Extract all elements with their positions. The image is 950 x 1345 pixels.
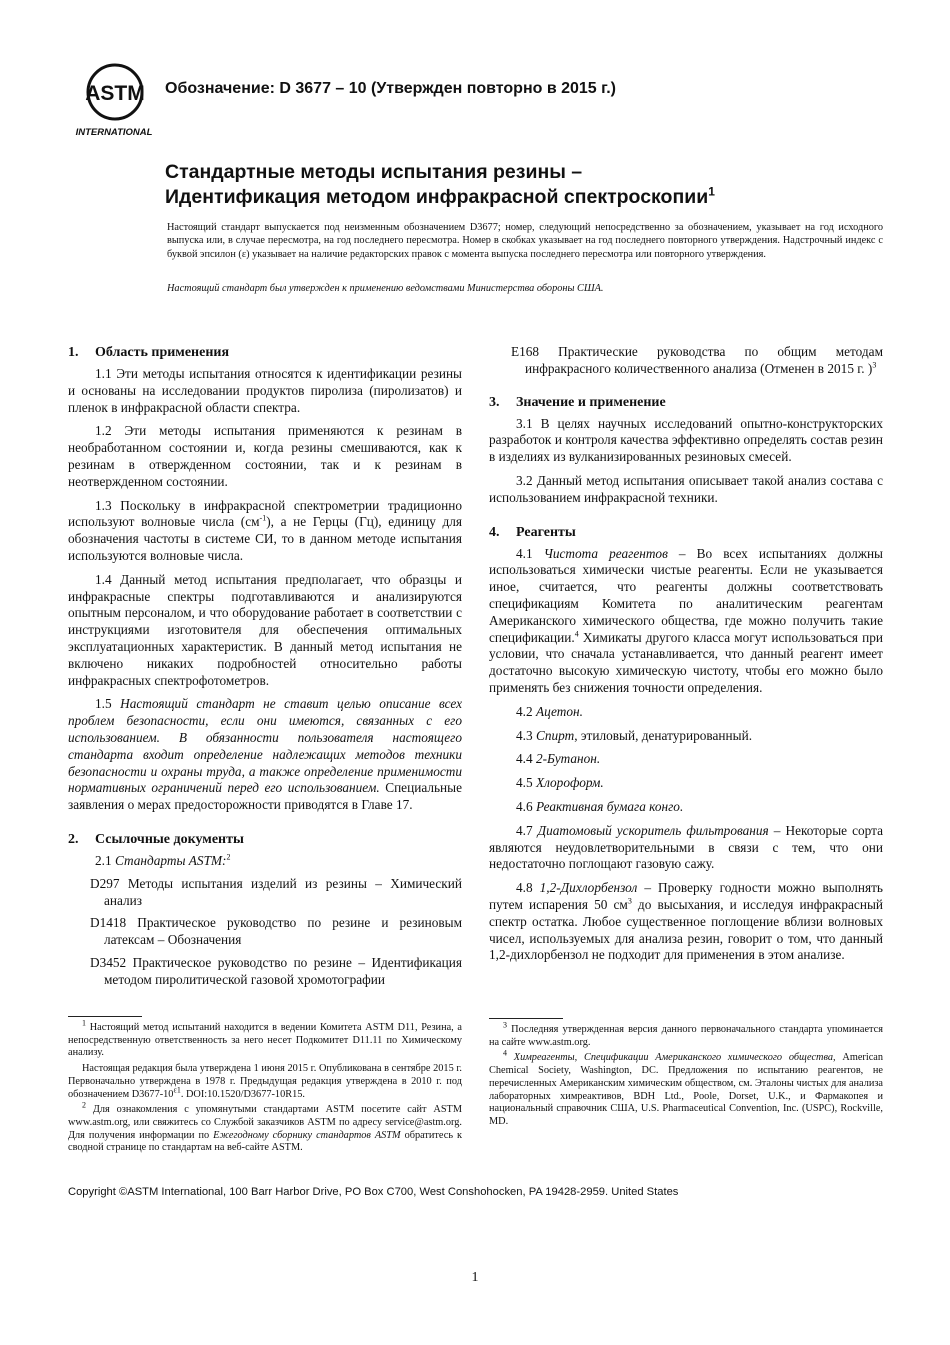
section-4-heading: 4. Реагенты [489, 524, 576, 540]
reference-d297: D297 Методы испытания изделий из резины – Химический анализ [90, 875, 462, 908]
copyright-line: Copyright ©ASTM International, 100 Barr Harbor Drive, PO Box C700, West Conshohocken, PA 19428-2959. United States [68, 1186, 679, 1198]
document-title [165, 160, 715, 210]
approval-note: Настоящий стандарт был утвержден к применению ведомствами Министерства обороны США. [167, 283, 604, 294]
paragraph-4-7: 4.7 Диатомовый ускоритель фильтрования – Некоторые сорта являются неудовлетворительными в связи с тем, что они недостаточно поглощают газовую сажу. [489, 822, 883, 872]
footnote-3: $^3$ Последняя утвержденная версия данного первоначального стандарта упоминается на сайте www.astm.org. [489, 1020, 883, 1048]
paragraph-1-4: 1.4 Данный метод испытания предполагает, что образцы и инфракрасные спектры подготавливаются и анализируются опытным персоналом, и что оборудование работает в соответствии с инструкциями изготовителя для обеспечения оптимальных эксплуатационных характеристик. В данный метод испытания не включено никаких подробностей относительно работы инфракрасных спектрофотометров. [68, 571, 462, 688]
astm-logo [70, 62, 158, 140]
footnotes-right [489, 1020, 883, 1132]
footnotes-left [68, 1018, 463, 1158]
paragraph-4-3: 4.3 Спирт, этиловый, денатурированный. [516, 727, 753, 743]
paragraph-4-1: 4.1 Чистота реагентов – Во всех испытаниях должны использоваться химически чистые реагенты. Если не указывается иное, считается, что реагенты должны соответствовать спецификациям Комитета по аналитическим реагентам Американского химического общества, где можно получить такие спецификации.$^4$ Химикаты другого класса могут использоваться при условии, что сначала устанавливается, что данный реагент имеет достаточно высокую химическую чистоту, чтобы его можно было применять без снижения точности определения. [489, 545, 883, 695]
paragraph-1-3: 1.3 Поскольку в инфракрасной спектрометрии традиционно используют волновые числа $(см^{-1})$, а не Герцы (Гц), единицу для обозначения частоты в системе СИ, то в данном методе испытания используются волновые числа. [68, 497, 462, 563]
astm-logo-subtext: INTERNATIONAL [75, 127, 153, 138]
page-number: 1 [471, 1270, 479, 1285]
astm-logo-text: ASTM [85, 82, 145, 105]
designation: Обозначение: D 3677 – 10 (Утвержден повторно в 2015 г.) [165, 80, 616, 97]
footnote-divider-right [489, 1018, 563, 1019]
right-column [489, 344, 883, 971]
section-1-heading: 1. Область применения [68, 345, 230, 360]
paragraph-1-1: 1.1 Эти методы испытания относятся к идентификации резины и основаны на исследовании продуктов пиролиза (пиролизатов) и пленок в инфракрасной области спектра. [68, 366, 462, 415]
section-3-heading: 3. Значение и применение [489, 394, 666, 410]
paragraph-3-1: 3.1 В целях научных исследований опытно-конструкторских разработок и контроля качества эффективно определять состав резин в изделиях из вулканизированных резиновых смесей. [489, 415, 883, 465]
paragraph-4-2: 4.2 Ацетон. [516, 703, 583, 719]
reference-d3452: D3452 Практическое руководство по резине – Идентификация методом пиролитической газовой хромотографии [90, 954, 462, 987]
astm-logo-mark [70, 62, 158, 140]
footnote-divider-left [68, 1016, 142, 1017]
section-2-heading: 2. Ссылочные документы [68, 831, 244, 847]
paragraph-4-8: 4.8 1,2-Дихлорбензол – Проверку годности можно выполнять путем испарения 50 $см^3$ до высыхания, и исследуя инфракрасный спектр остатка. Любое существенное поглощение вблизи волновых чисел, используемых для анализа резин, говорит о том, что данный 1,2-дихлорбензол не подходит для применения в этом анализе. [489, 880, 883, 963]
title-line-1: Стандартные методы испытания резины – [165, 161, 583, 183]
title-footnote-mark: 1 [708, 184, 715, 199]
reference-d1418: D1418 Практическое руководство по резине и резиновым латексам – Обозначения [90, 915, 462, 948]
footnote-1: $^1$ Настоящий метод испытаний находится в ведении Комитета ASTM D11, Резина, а непосредственную ответственность за него несет Подкомитет D11.11 по Химическому анализу. [68, 1018, 462, 1059]
footnote-2: $^2$ Для ознакомления с упомянутыми стандартами ASTM посетите сайт ASTM www.astm.org, или свяжитесь со Службой заказчиков ASTM по адресу service@astm.org. Для получения информации по Ежегодному сборнику стандартов ASTM обратитесь к сводной странице по стандартам на веб-сайте ASTM. [68, 1100, 463, 1154]
paragraph-4-4: 4.4 2-Бутанон. [516, 751, 601, 767]
title-line-2: Идентификация методом инфракрасной спектроскопии$^1$ [165, 184, 715, 208]
footnote-1-revision: Настоящая редакция была утверждена 1 июня 2015 г. Опубликована в сентябре 2015 г. Первоначально утверждена в 1978 г. Предыдущая редакция утверждена в 2010 г. под обозначением $D3677-10^{\varepsilon 1}$. DOI:10.1520/D3677-10R15. [68, 1063, 462, 1100]
left-column [68, 344, 462, 995]
paragraph-1-5: 1.5 Настоящий стандарт не ставит целью описание всех проблем безопасности, если они имеются, связанных с его использованием. В обязанности пользователя настоящего стандарта входит определение надлежащих методов техники безопасности и охраны труда, а также определение применимости нормативных ограничений перед его использованием. Специальные заявления о мерах предосторожности приводятся в Главе 17. [68, 696, 462, 813]
paragraph-1-2: 1.2 Эти методы испытания применяются к резинам в необработанном состоянии и, когда резины смешиваются, как к резинам в отвержденном состоянии, так и к резинам в неотвержденном состоянии. [68, 423, 462, 489]
reference-e168: E168 Практические руководства по общим методам инфракрасного количественного анализа (Отменен в 2015 г. )$^3$ [511, 344, 883, 376]
standard-notice: Настоящий стандарт выпускается под неизменным обозначением D3677; номер, следующий непосредственно за обозначением, указывает на год исходного выпуска или, в случае пересмотра, на год последнего пересмотра. Номер в скобках указывает на год последнего повторного утверждения. Надстрочный индекс с буквой эпсилон (ε) указывает на наличие редакторских правок с момента выпуска последнего пересмотра или повторного утверждения. [167, 222, 883, 260]
paragraph-3-2: 3.2 Данный метод испытания описывает такой анализ состава с использованием инфракрасной техники. [489, 472, 883, 505]
paragraph-4-6: 4.6 Реактивная бумага конго. [516, 798, 684, 814]
paragraph-2-1: 2.1 Стандарты ASTM:$^2$ [95, 852, 231, 868]
paragraph-4-5: 4.5 Хлороформ. [516, 775, 604, 791]
footnote-4: $^4$ Химреагенты, Спецификации Американского химического общества, American Chemical Society, Washington, DC. Предложения по испытанию реагентов, не перечисленных Американским химическим обществом, см. Эталоны чистых для анализа лабораторных химреактивов, BDH Ltd., Poole, Dorset, U.K., и Фармакопея и национальный справочник США, U.S. Pharmaceutical Convention, Inc. (USPC), Rockville, MD. [489, 1048, 883, 1127]
